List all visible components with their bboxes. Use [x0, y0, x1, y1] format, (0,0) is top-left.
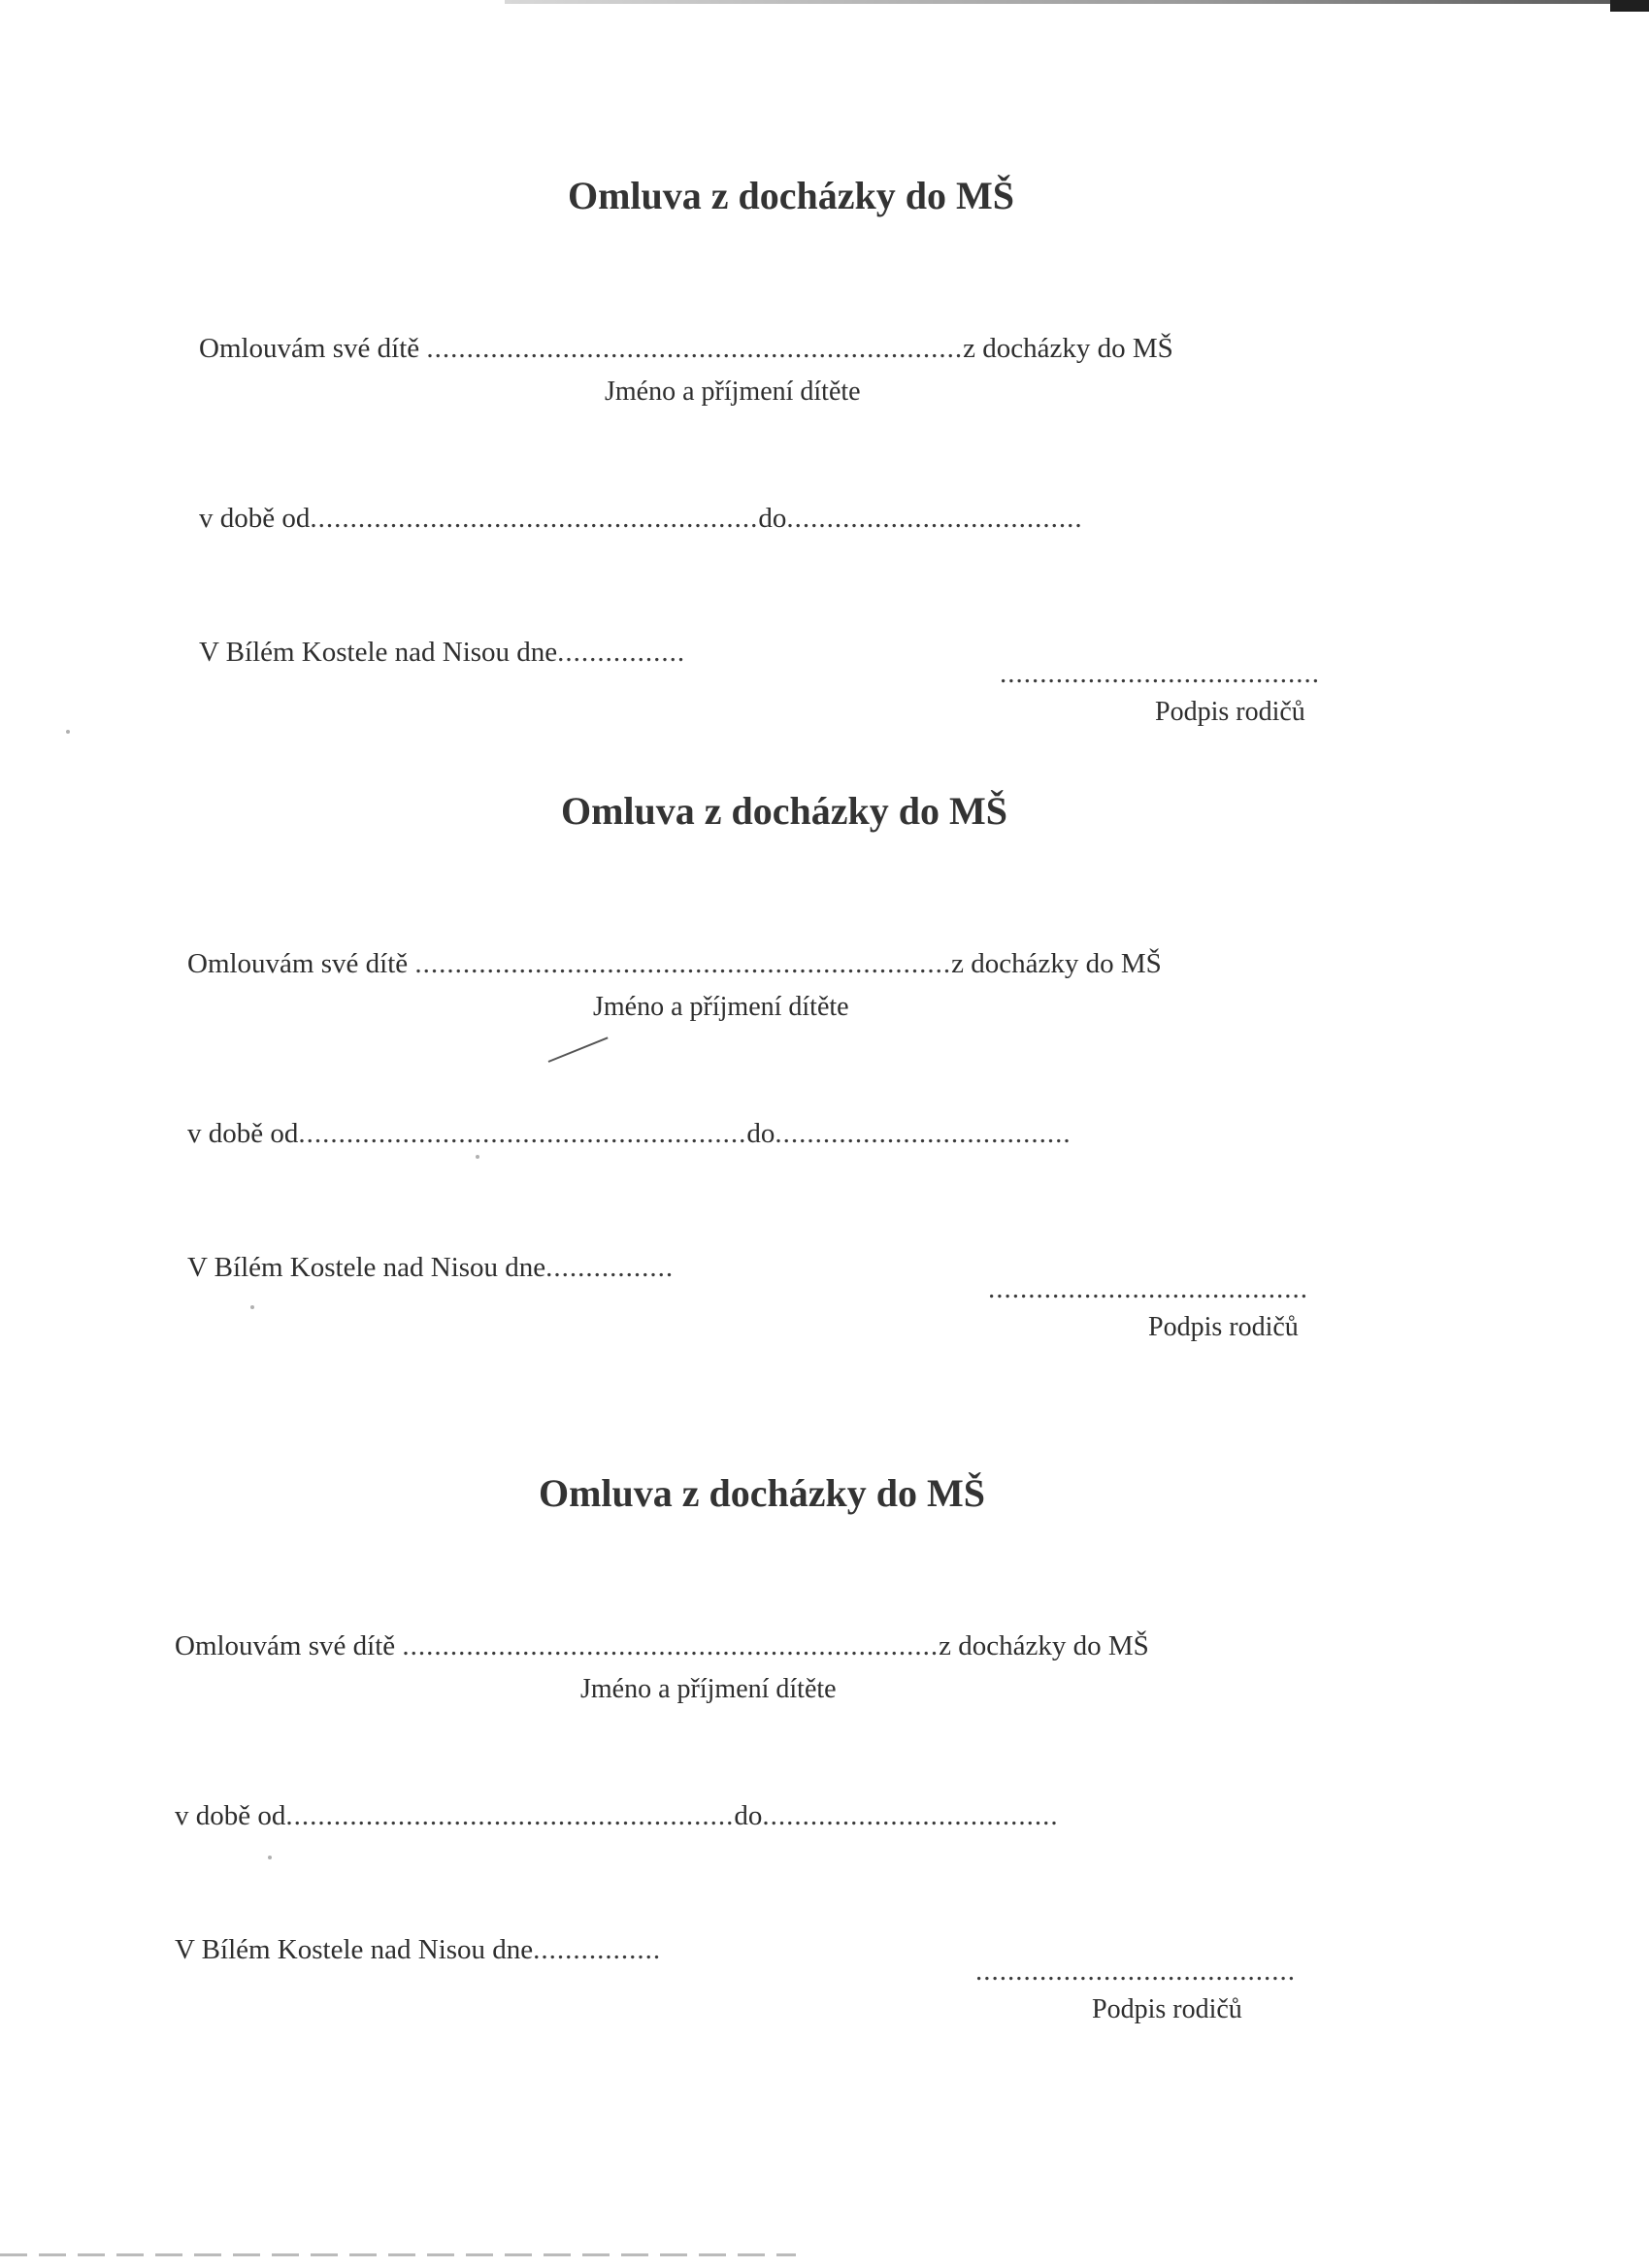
- scan-edge-top: [505, 0, 1649, 4]
- form-title: Omluva z docházky do MŠ: [567, 174, 1015, 217]
- excuse-prefix: Omlouvám své dítě: [175, 1630, 396, 1661]
- period-row: [187, 1118, 1072, 1150]
- excuse-prefix: Omlouvám své dítě: [187, 948, 409, 979]
- scan-edge-bottom: [0, 2253, 796, 2256]
- period-to-label: do: [758, 503, 787, 534]
- period-to-label: do: [734, 1800, 763, 1831]
- child-name-row: [175, 1630, 1149, 1662]
- excuse-form-2: [187, 788, 1449, 1342]
- period-row: [175, 1800, 1059, 1832]
- scan-speck: [66, 730, 70, 734]
- period-from-field[interactable]: [310, 503, 758, 534]
- child-name-row: [199, 333, 1173, 365]
- place-date-label: V Bílém Kostele nad Nisou dne: [199, 637, 558, 668]
- period-from-field[interactable]: [298, 1118, 746, 1149]
- name-caption: Jméno a příjmení dítěte: [593, 992, 849, 1022]
- form-title: Omluva z docházky do MŠ: [538, 1471, 986, 1515]
- period-row: [199, 503, 1083, 535]
- period-to-field[interactable]: [786, 503, 1082, 534]
- period-to-label: do: [746, 1118, 775, 1149]
- scan-corner-mark: [1610, 0, 1649, 12]
- place-date-row: [175, 1934, 661, 1966]
- excuse-form-3: [175, 1470, 1436, 2024]
- period-to-field[interactable]: [775, 1118, 1071, 1149]
- excuse-prefix: Omlouvám své dítě: [199, 333, 420, 364]
- date-field[interactable]: [545, 1252, 674, 1283]
- name-caption: Jméno a příjmení dítěte: [580, 1674, 837, 1704]
- date-field[interactable]: [557, 637, 685, 668]
- child-name-field[interactable]: [402, 1630, 939, 1661]
- excuse-suffix: z docházky do MŠ: [963, 333, 1173, 364]
- place-date-row: [187, 1252, 674, 1284]
- signature-field[interactable]: [988, 1273, 1308, 1305]
- period-from-label: v době od: [175, 1800, 286, 1831]
- name-caption: Jméno a příjmení dítěte: [605, 377, 861, 407]
- signature-field[interactable]: [975, 1956, 1296, 1988]
- signature-field[interactable]: [1000, 658, 1320, 690]
- period-from-label: v době od: [199, 503, 311, 534]
- child-name-row: [187, 948, 1162, 980]
- signature-caption: Podpis rodičů: [1092, 1994, 1242, 2024]
- place-date-row: [199, 637, 685, 669]
- period-from-field[interactable]: [285, 1800, 734, 1831]
- excuse-suffix: z docházky do MŠ: [951, 948, 1162, 979]
- excuse-suffix: z docházky do MŠ: [939, 1630, 1149, 1661]
- signature-caption: Podpis rodičů: [1148, 1312, 1299, 1342]
- place-date-label: V Bílém Kostele nad Nisou dne: [175, 1934, 534, 1965]
- child-name-field[interactable]: [426, 333, 963, 364]
- form-title: Omluva z docházky do MŠ: [560, 789, 1008, 833]
- place-date-label: V Bílém Kostele nad Nisou dne: [187, 1252, 546, 1283]
- period-from-label: v době od: [187, 1118, 299, 1149]
- signature-caption: Podpis rodičů: [1155, 697, 1305, 727]
- date-field[interactable]: [533, 1934, 661, 1965]
- child-name-field[interactable]: [414, 948, 951, 979]
- excuse-form-1: [199, 173, 1461, 727]
- period-to-field[interactable]: [762, 1800, 1058, 1831]
